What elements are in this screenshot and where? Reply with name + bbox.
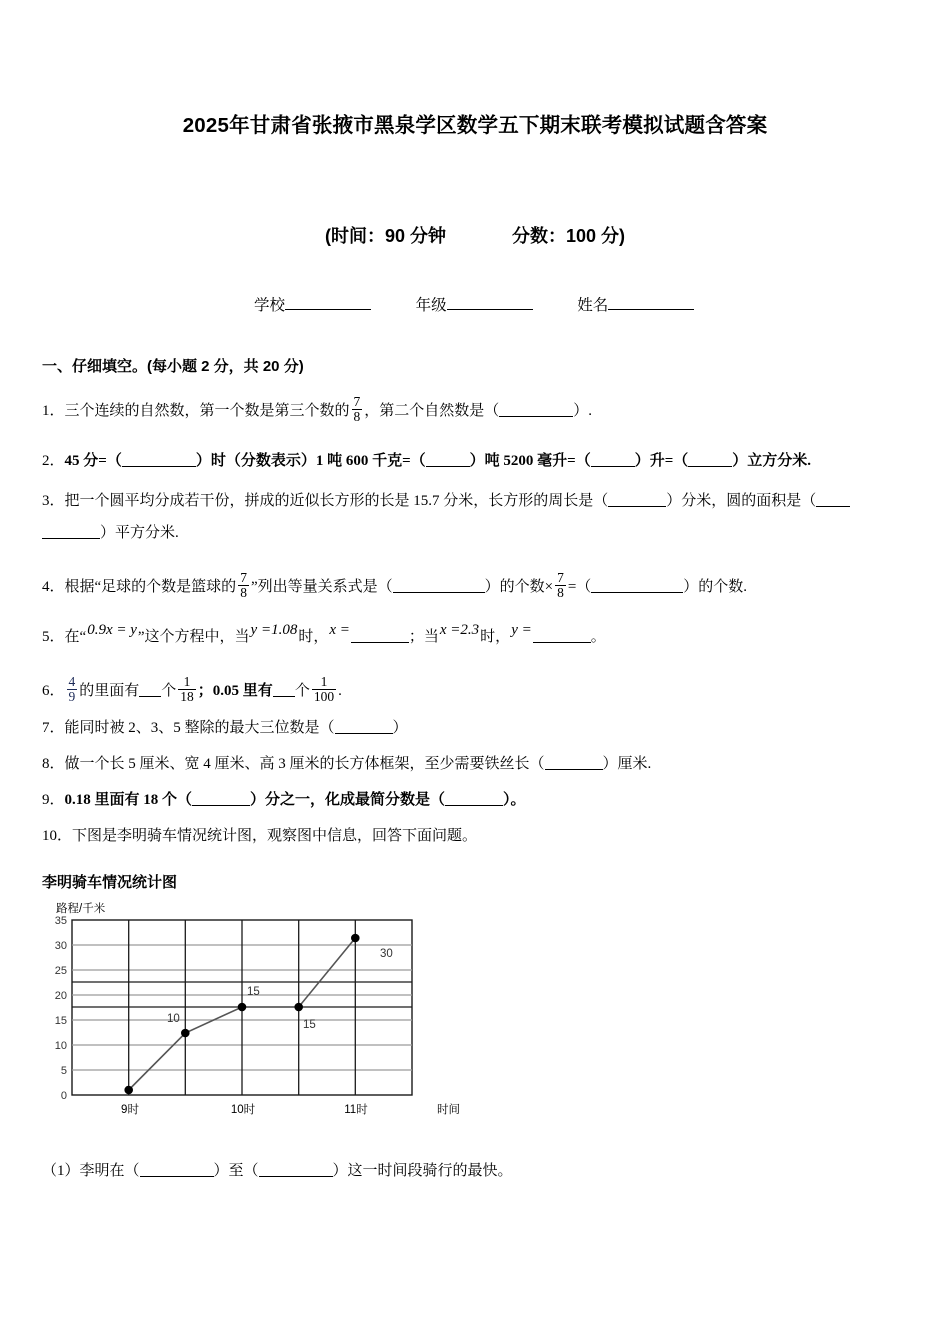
sub-question-text-3: ）这一时间段骑行的最快。 (332, 1162, 513, 1179)
question-5 (42, 600, 908, 649)
question-6 (42, 649, 908, 704)
question-3-continued (42, 513, 908, 545)
chart-x-axis-label: 时间 (437, 1103, 460, 1116)
question-2 (42, 424, 908, 473)
answer-blank[interactable] (499, 416, 573, 417)
fraction-7-8: $\frac{7}{8}$ (240, 570, 247, 601)
question-9-text-2: ）分之一，化成最简分数是（ (250, 792, 446, 809)
question-9-number: 9． (42, 792, 65, 809)
value-y: y =1.08 (250, 621, 298, 638)
svg-text:10时: 10时 (230, 1103, 256, 1116)
question-6-text-1: 的里面有 (79, 683, 140, 700)
svg-text:10: 10 (167, 1012, 180, 1025)
question-6-text-3: ；0.05 里有 (197, 683, 273, 700)
answer-blank[interactable] (259, 1176, 333, 1177)
svg-text:35: 35 (54, 914, 67, 927)
question-2-text-1: 45 分=（ (64, 452, 122, 469)
question-7 (42, 704, 908, 740)
svg-text:25: 25 (54, 964, 67, 977)
question-7-number: 7． (42, 719, 65, 736)
question-4-number: 4． (42, 579, 65, 596)
answer-blank[interactable] (139, 696, 161, 697)
answer-blank[interactable] (42, 538, 100, 539)
sub-question-1 (42, 1135, 908, 1180)
answer-blank[interactable] (192, 805, 250, 806)
question-4-text-4: =（ (567, 579, 592, 596)
question-4-text-3: ）的个数× (484, 579, 554, 596)
question-6-text-2: 个 (161, 683, 177, 700)
question-5-text-6: 。 (590, 628, 606, 645)
question-3-text-2: ）分米，圆的面积是（ (666, 492, 817, 509)
question-6-text-5: . (338, 683, 342, 700)
sub-question-label: （1） (42, 1162, 80, 1179)
question-8-text-1: 做一个长 5 厘米、宽 4 厘米、高 3 厘米的长方体框架，至少需要铁丝长（ (64, 755, 545, 772)
unknown-x: x = (329, 621, 350, 638)
school-label: 学校 (254, 297, 286, 314)
answer-blank[interactable] (608, 506, 666, 507)
answer-blank[interactable] (393, 592, 485, 593)
svg-text:9时: 9时 (121, 1103, 139, 1116)
answer-blank[interactable] (273, 696, 295, 697)
question-1-number: 1． (42, 403, 65, 420)
exam-time: (时间：90 分钟 (324, 226, 446, 246)
section-one-heading: 一、仔细填空。(每小题 2 分，共 20 分) (42, 358, 304, 375)
name-input[interactable] (608, 309, 694, 310)
unknown-y: y = (511, 621, 532, 638)
question-4-text-5: ）的个数. (683, 579, 748, 596)
page-title: 2025年甘肃省张掖市黑泉学区数学五下期末联考模拟试题含答案 (182, 114, 768, 137)
chart-x-tick-labels (121, 1102, 368, 1116)
bike-ride-line-chart (42, 900, 512, 1135)
answer-blank[interactable] (426, 466, 470, 467)
question-2-text-5: ）立方分米. (732, 452, 812, 469)
svg-text:15: 15 (303, 1018, 316, 1031)
question-3-text-3: ）平方分米. (100, 525, 179, 542)
fraction-1-18: $\frac{1}{18}$ (180, 674, 194, 704)
answer-blank[interactable] (122, 466, 196, 467)
data-point (181, 1028, 190, 1037)
question-1-text-a: 三个连续的自然数，第一个数是第三个数的 (64, 403, 350, 420)
answer-blank[interactable] (816, 506, 850, 507)
data-point (238, 1002, 247, 1011)
school-input[interactable] (285, 309, 371, 310)
question-4-text-2: ”列出等量关系式是（ (250, 579, 393, 596)
question-1-text-b: ，第二个自然数是（ (364, 403, 500, 420)
chart-title: 李明骑车情况统计图 (42, 873, 178, 891)
equation-expression: 0.9x = y (87, 621, 137, 638)
svg-text:15: 15 (54, 1014, 67, 1027)
answer-blank[interactable] (591, 466, 635, 467)
svg-text:5: 5 (60, 1064, 67, 1077)
fraction-4-9: $\frac{4}{9}$ (68, 674, 76, 704)
svg-text:30: 30 (380, 947, 393, 960)
svg-text:30: 30 (54, 939, 67, 952)
question-10 (42, 812, 908, 848)
identity-fields (42, 248, 908, 315)
question-6-number: 6． (42, 683, 65, 700)
chart-point-labels (167, 948, 393, 1031)
svg-text:10: 10 (54, 1039, 67, 1052)
question-8 (42, 740, 908, 776)
answer-blank[interactable] (140, 1176, 214, 1177)
question-5-text-5: 时， (480, 628, 511, 645)
name-label: 姓名 (577, 297, 609, 314)
question-3-number: 3． (42, 492, 65, 509)
question-2-text-3: ）吨 5200 毫升=（ (469, 452, 591, 469)
value-x: x =2.3 (439, 621, 480, 638)
question-2-text-4: ）升=（ (634, 452, 689, 469)
question-4-text-1: 根据“足球的个数是篮球的 (64, 579, 237, 596)
question-1 (42, 378, 908, 424)
sub-question-text-2: ）至（ (213, 1162, 259, 1179)
question-2-number: 2． (42, 452, 65, 469)
exam-score: 分数：100 分) (512, 226, 626, 246)
data-point (124, 1085, 133, 1094)
question-5-text-3: 时， (298, 628, 329, 645)
svg-text:15: 15 (247, 985, 260, 998)
answer-blank[interactable] (533, 642, 591, 643)
question-5-number: 5． (42, 628, 65, 645)
sub-question-text-1: 李明在（ (79, 1162, 140, 1179)
question-7-text-2: ） (392, 719, 408, 736)
answer-blank[interactable] (688, 466, 732, 467)
question-5-text-4: ；当 (408, 628, 439, 645)
answer-blank[interactable] (545, 769, 603, 770)
question-6-text-4: 个 (294, 683, 310, 700)
chart-y-axis-label: 路程/千米 (56, 902, 106, 915)
question-9-text-3: ）。 (503, 792, 526, 809)
question-3-text-1: 把一个圆平均分成若干份，拼成的近似长方形的长是 15.7 分米，长方形的周长是（ (64, 492, 609, 509)
question-8-number: 8． (42, 755, 65, 772)
svg-text:11时: 11时 (344, 1103, 368, 1116)
question-9 (42, 776, 908, 812)
question-9-text-1: 0.18 里面有 18 个（ (64, 792, 193, 809)
answer-blank[interactable] (591, 592, 683, 593)
question-10-text-1: 下图是李明骑车情况统计图，观察图中信息，回答下面问题。 (72, 828, 478, 845)
answer-blank[interactable] (335, 733, 393, 734)
answer-blank[interactable] (351, 642, 409, 643)
question-2-text-2: ）时（分数表示）1 吨 600 千克=（ (195, 452, 426, 469)
fraction-7-8: $\frac{7}{8}$ (557, 570, 564, 601)
grade-label: 年级 (415, 297, 447, 314)
fraction-1-100: $\frac{1}{100}$ (313, 674, 335, 704)
question-8-text-2: ）厘米. (602, 755, 652, 772)
svg-text:0: 0 (60, 1089, 67, 1102)
exam-meta (42, 138, 908, 248)
question-5-text-1: 在“ (64, 628, 87, 645)
question-4 (42, 545, 908, 600)
question-3 (42, 473, 908, 513)
question-1-text-c: ）. (573, 403, 593, 420)
fraction-7-8: $\frac{7}{8}$ (353, 394, 361, 424)
data-point (294, 1002, 303, 1011)
svg-text:20: 20 (54, 989, 67, 1002)
question-7-text-1: 能同时被 2、3、5 整除的最大三位数是（ (64, 719, 335, 736)
data-point (351, 933, 360, 942)
chart-svg (42, 900, 512, 1135)
grade-input[interactable] (447, 309, 533, 310)
answer-blank[interactable] (445, 805, 503, 806)
question-10-number: 10． (42, 828, 73, 845)
chart-y-tick-labels (55, 915, 67, 1102)
question-5-text-2: ”这个方程中，当 (137, 628, 250, 645)
